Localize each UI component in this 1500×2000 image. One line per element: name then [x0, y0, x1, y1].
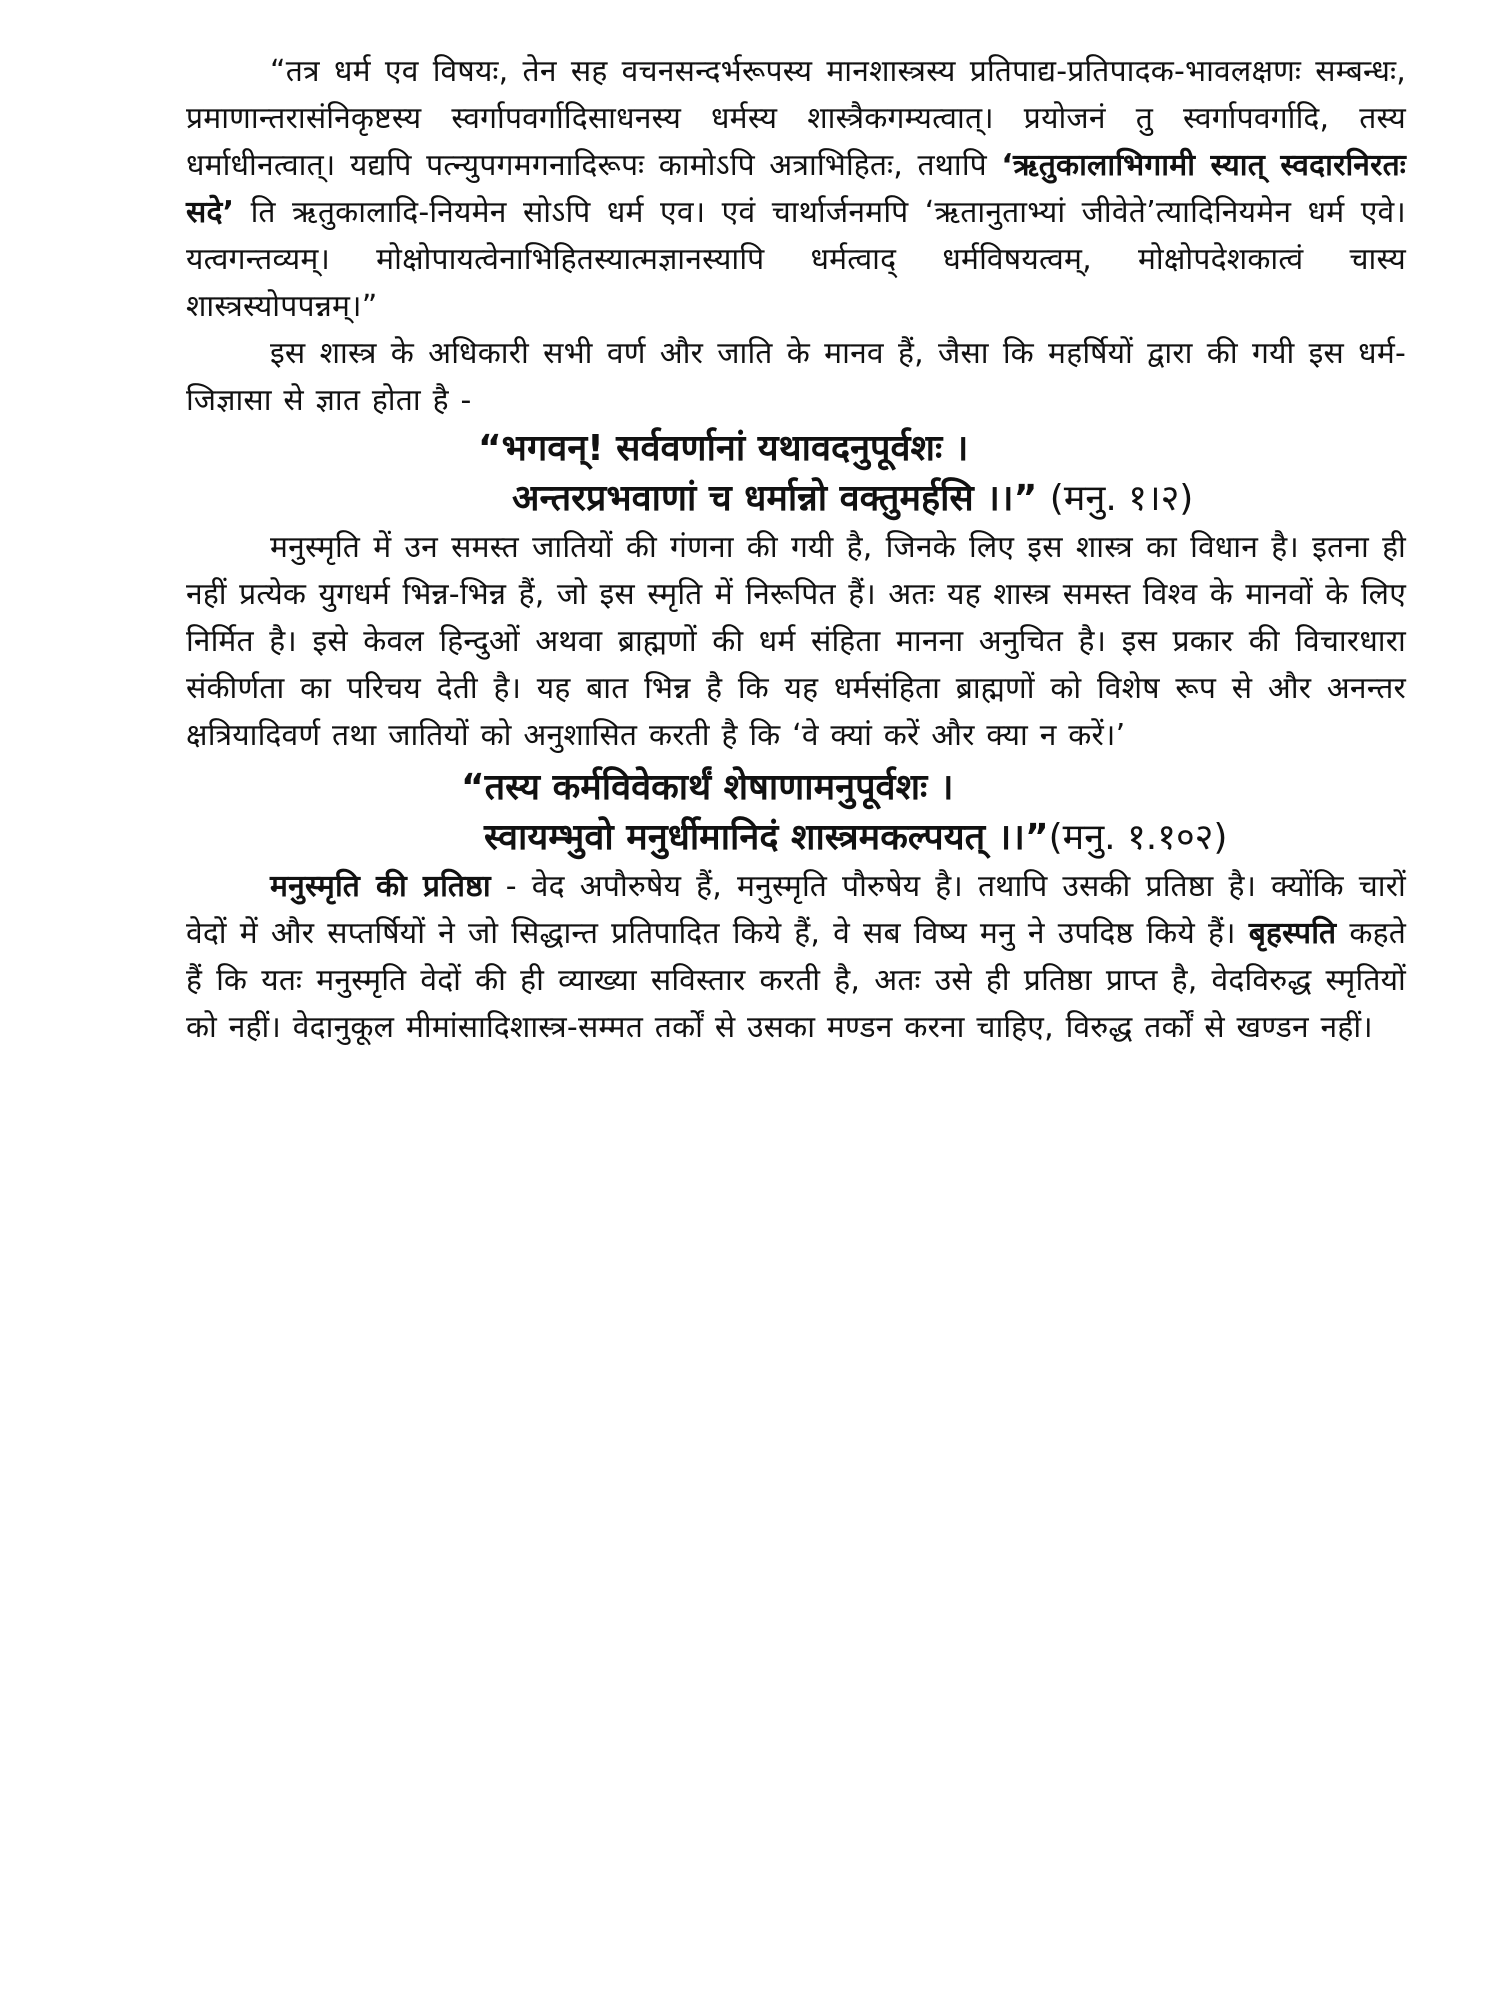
verse-1-line-1: “भगवन्! सर्ववर्णानां यथावदनुपूर्वशः । — [478, 428, 969, 469]
verse-2-line-1: “तस्य कर्मविवेकार्थं शेषाणामनुपूर्वशः । — [461, 767, 954, 808]
verse-1-reference: (मनु. १।२) — [1049, 478, 1194, 519]
eligibility-paragraph: इस शास्त्र के अधिकारी सभी वर्ण और जाति के मानव हैं, जैसा कि महर्षियों द्वारा की गयी इस धर्म-जिज्ञासा से ज्ञात होता है - — [186, 336, 1406, 418]
verse-1-line-2 — [186, 474, 1406, 524]
brihaspati-bold: बृहस्पति — [1248, 916, 1337, 951]
verse-1-line-2-text: अन्तरप्रभवाणां च धर्मान्नो वक्तुमर्हसि ।।” — [512, 478, 1038, 519]
verse-2-line-2-text: स्वायम्भुवो मनुर्धीमानिदं शास्त्रमकल्पयत् ।।” — [484, 817, 1049, 858]
castes-paragraph: मनुस्मृति में उन समस्त जातियों की गंणना की गयी है, जिनके लिए इस शास्त्र का विधान है। इतना ही नहीं प्रत्येक युगधर्म भिन्न-भिन्न हैं, जो इस स्मृति में निरूपित हैं। अतः यह शास्त्र समस्त विश्व के मानवों के लिए निर्मित है। इसे केवल हिन्दुओं अथवा ब्राह्मणों की धर्म संहिता मानना अनुचित है। इस प्रकार की विचारधारा संकीर्णता का परिचय देती है। यह बात भिन्न है कि यह धर्मसंहिता ब्राह्मणों को विशेष रूप से और अनन्तर क्षत्रियादिवर्ण तथा जातियों को अनुशासित करती है कि ‘वे क्यां करें और क्या न करें।’ — [186, 530, 1406, 753]
quote-bold-phrase: ‘ऋतुकालाभिगामी स्यात् स्वदारनिरतः सदे’ — [186, 148, 1406, 230]
verse-2-line-2 — [186, 813, 1406, 863]
prestige-paragraph — [186, 863, 1406, 1051]
prestige-text-a: - वेद अपौरुषेय हैं, मनुस्मृति पौरुषेय है। तथापि उसकी प्रतिष्ठा है। क्योंकि चारों वेदों में और सप्तर्षियों ने जो सिद्धान्त प्रतिपादित किये हैं, वे सब विष्य मनु ने उपदिष्ठ किये हैं। — [186, 869, 1406, 951]
prestige-text-b: कहते हैं कि यतः मनुस्मृति वेदों की ही व्याख्या सविस्तार करती है, अतः उसे ही प्रतिष्ठा प्राप्त है, वेदविरुद्ध स्मृतियों को नहीं। वेदानुकूल मीमांसादिशास्त्र-सम्मत तर्कों से उसका मण्डन करना चाहिए, विरुद्ध तर्कों से खण्डन नहीं। — [186, 916, 1407, 1045]
section-heading: मनुस्मृति की प्रतिष्ठा — [270, 869, 491, 904]
quote-text-end: ति ऋतुकालादि-नियमेन सोऽपि धर्म एव। एवं चार्थार्जनमपि ‘ऋतानुताभ्यां जीवेते’त्यादिनियमेन धर्म एवे। यत्वगन्तव्यम्। मोक्षोपायत्वेनाभिहितस्यात्मज्ञानस्यापि धर्मत्वाद् धर्मविषयत्वम्, मोक्षोपदेशकात्वं चास्य शास्त्रस्योपपन्नम्।” — [186, 195, 1406, 324]
verse-2-reference: (मनु. १.१०२) — [1048, 817, 1228, 858]
body-text — [186, 48, 1406, 1051]
sanskrit-quote-paragraph — [186, 48, 1406, 330]
quote-text-start: “तत्र धर्म एव विषयः, तेन सह वचनसन्दर्भरूपस्य मानशास्त्रस्य प्रतिपाद्य-प्रतिपादक-भावलक्षणः सम्बन्धः, प्रमाणान्तरासंनिकृष्टस्य स्वर्गापवर्गादिसाधनस्य धर्मस्य शास्त्रैकगम्यत्वात्। प्रयोजनं तु स्वर्गापवर्गादि, तस्य धर्माधीनत्वात्। यद्यपि पत्न्युपगमगनादिरूपः कामोऽपि अत्राभिहितः, तथापि — [186, 54, 1406, 183]
